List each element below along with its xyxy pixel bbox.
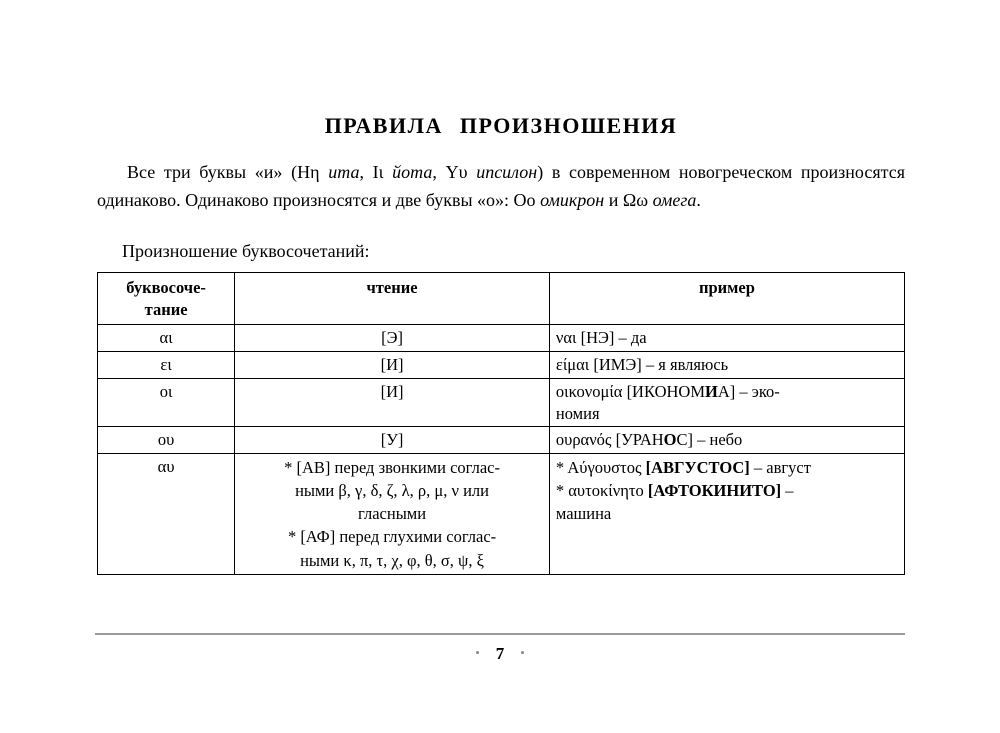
- cell-combination: ου: [98, 427, 235, 454]
- cell-combination: αυ: [98, 454, 235, 574]
- cell-reading: [У]: [235, 427, 550, 454]
- cell-combination: οι: [98, 378, 235, 427]
- intro-paragraph: Все три буквы «и» (Ηη ита, Ιι йота, Υυ ипсилон) в современном новогреческом произносятся одинаково. Одинаково произносятся и две буквы «о»: Οο омикрон и Ωω омега.: [97, 162, 905, 210]
- table-caption: Произношение буквосочетаний:: [122, 240, 370, 261]
- page-footer: [0, 644, 1000, 664]
- cell-combination: αι: [98, 325, 235, 352]
- column-header-reading: чтение: [235, 272, 550, 325]
- page-title: ПРАВИЛА ПРОИЗНОШЕНИЯ: [324, 113, 678, 138]
- cell-example: ουρανός [УРАНОС] – небо: [549, 427, 904, 454]
- page-number: 7: [495, 644, 505, 663]
- column-header-combination: буквосоче- тание: [98, 272, 235, 325]
- table-row: [98, 325, 905, 352]
- page-content: [97, 0, 905, 575]
- cell-example: είμαι [ИМЭ] – я являюсь: [549, 352, 904, 379]
- cell-reading: [И]: [235, 352, 550, 379]
- cell-example: ναι [НЭ] – да: [549, 325, 904, 352]
- table-row: [98, 378, 905, 427]
- table-row: [98, 352, 905, 379]
- cell-example: * Αύγουστος [АВГУСТОС] – август * αυτοκίνητο [АФТОКИНИТО] – машина: [549, 454, 904, 574]
- table-row: [98, 427, 905, 454]
- footer-left-dot: •: [475, 645, 480, 660]
- footer-right-dot: •: [520, 645, 525, 660]
- table-header-row: [98, 272, 905, 325]
- table-row: [98, 454, 905, 574]
- footer-divider: [95, 633, 905, 635]
- cell-reading: * [АВ] перед звонкими соглас- ными β, γ, δ, ζ, λ, ρ, μ, ν или гласными * [АФ] перед глухими соглас- ными κ, π, τ, χ, φ, θ, σ, ψ, ξ: [235, 454, 550, 574]
- cell-combination: ει: [98, 352, 235, 379]
- cell-reading: [Э]: [235, 325, 550, 352]
- pronunciation-table: [97, 272, 905, 575]
- cell-example: οικονομία [ИКОНОМИА] – эко- номия: [549, 378, 904, 427]
- column-header-example: пример: [549, 272, 904, 325]
- cell-reading: [И]: [235, 378, 550, 427]
